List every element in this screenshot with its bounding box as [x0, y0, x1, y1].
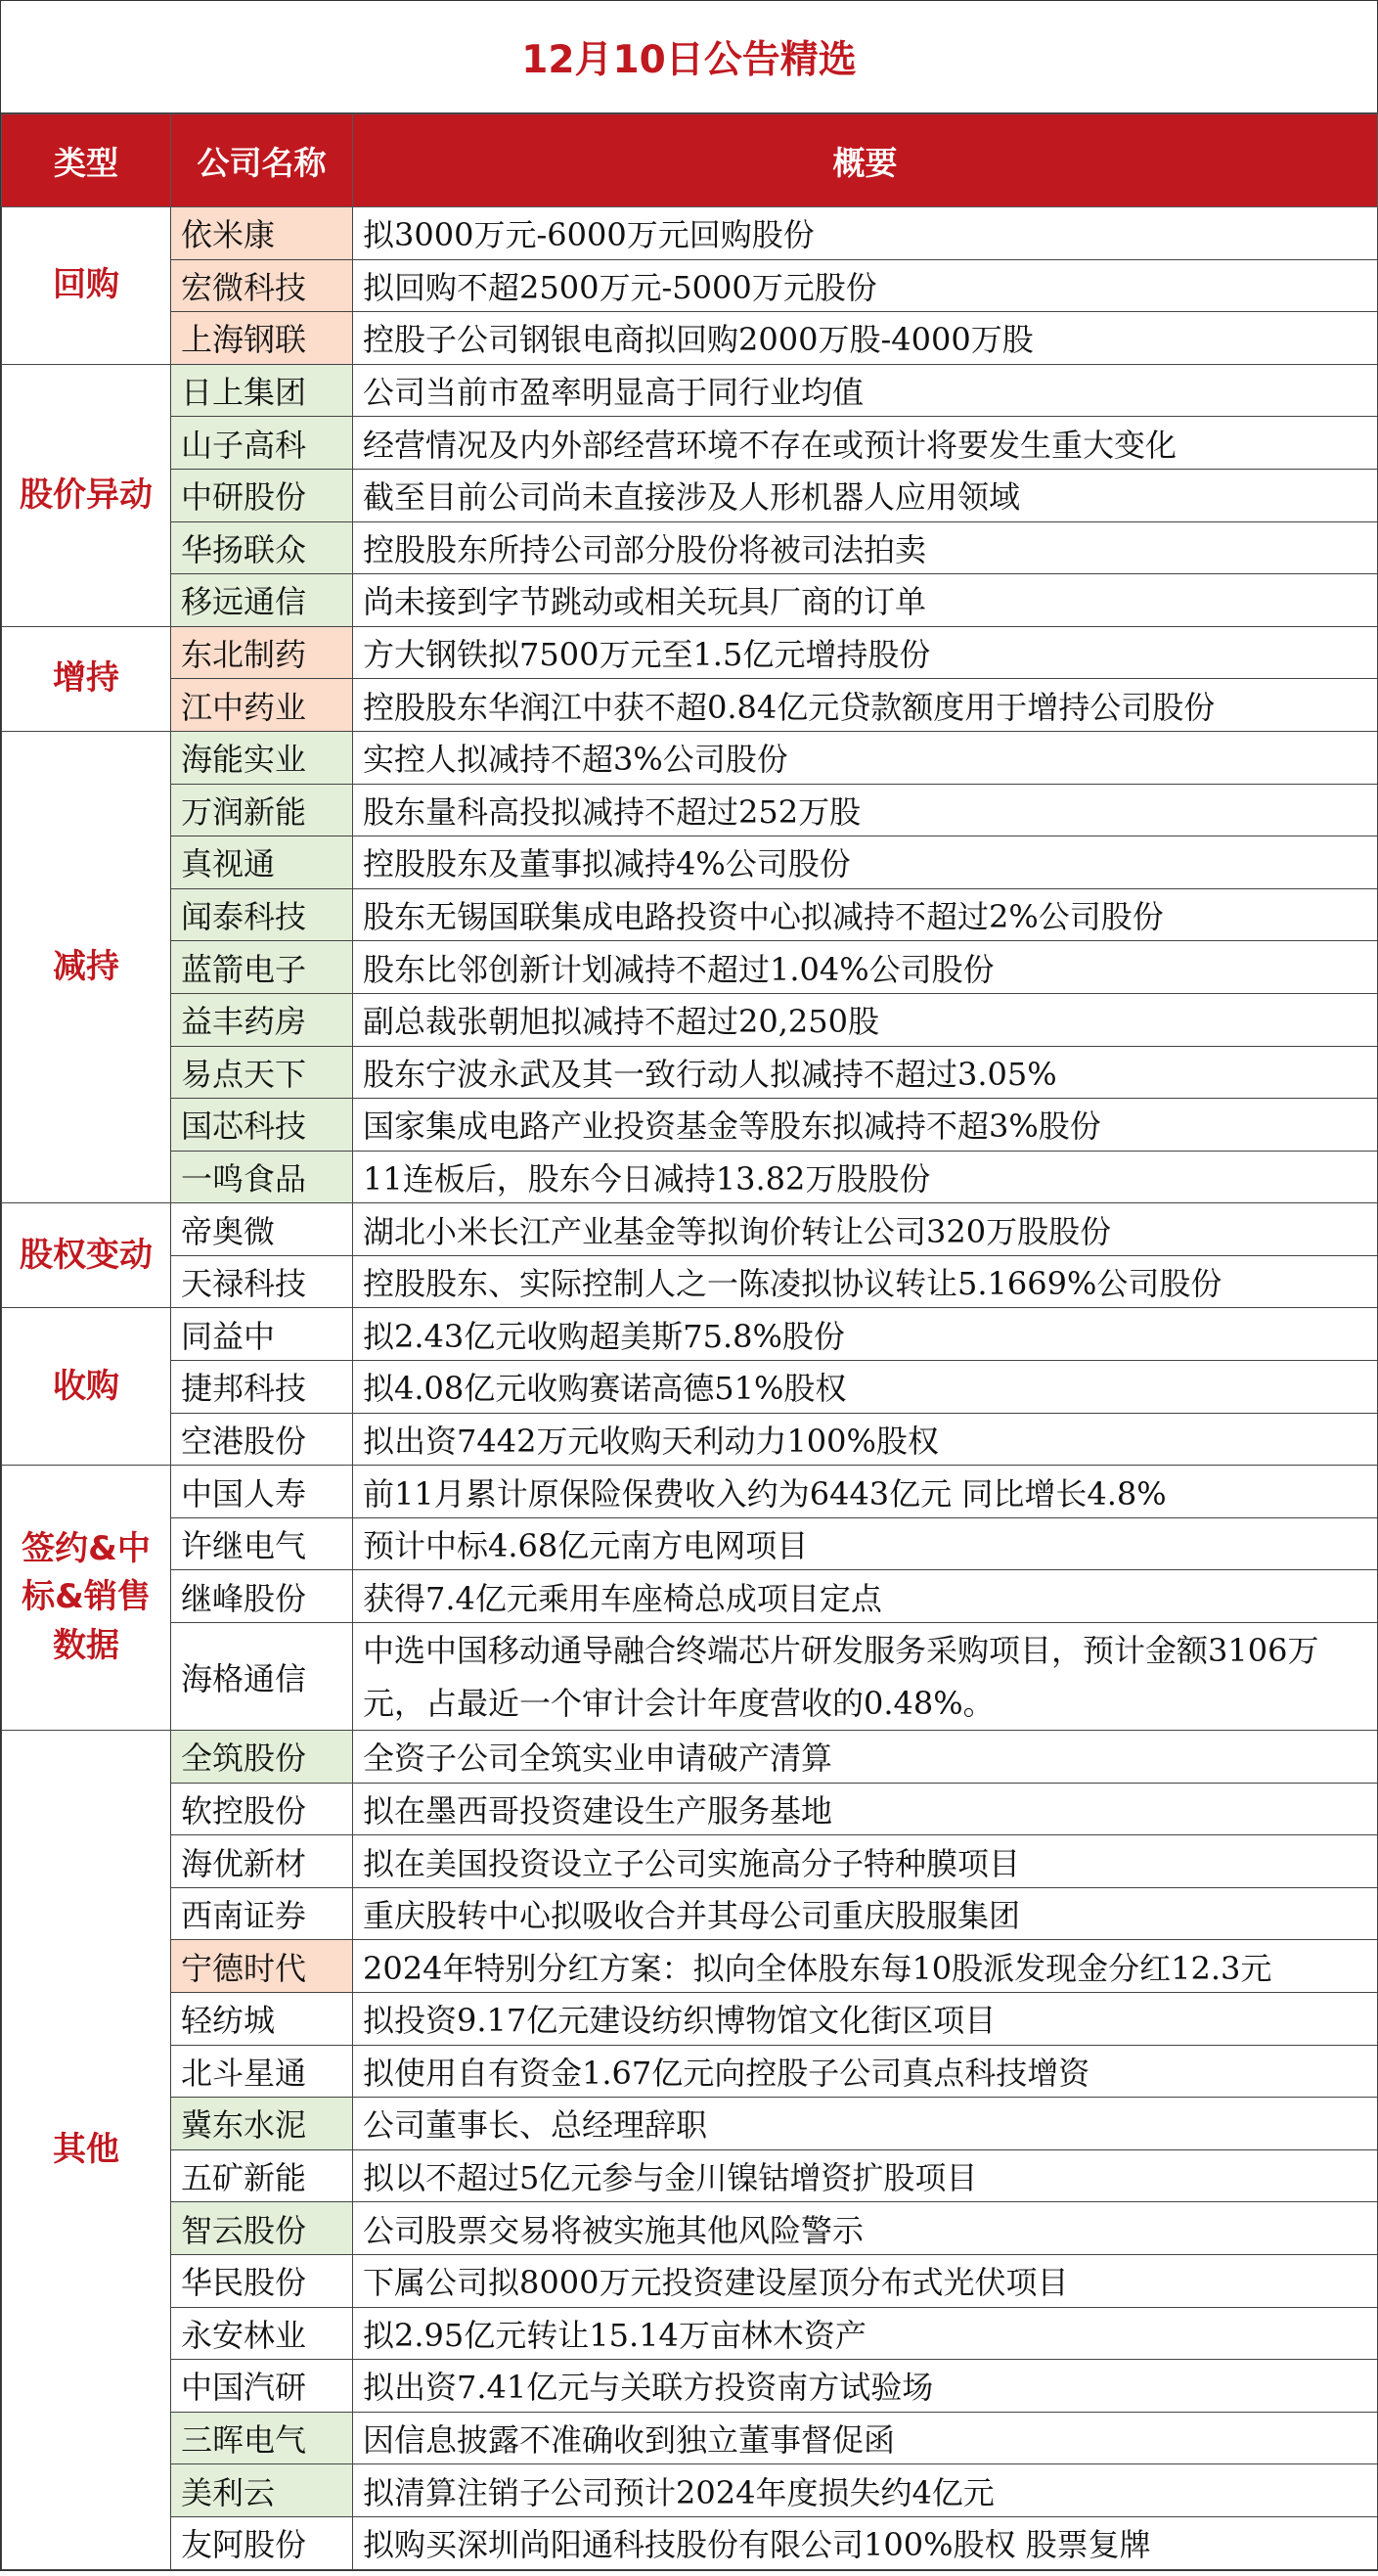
table-body [2, 207, 1378, 2570]
summary-cell: 控股股东华润江中获不超0.84亿元贷款额度用于增持公司股份 [353, 679, 1378, 732]
company-name-cell: 国芯科技 [171, 1099, 353, 1152]
summary-cell: 重庆股转中心拟吸收合并其母公司重庆股服集团 [353, 1887, 1378, 1940]
table-row [2, 574, 1378, 627]
summary-cell: 拟在墨西哥投资建设生产服务基地 [353, 1783, 1378, 1835]
summary-cell: 拟3000万元-6000万元回购股份 [353, 207, 1378, 260]
section-type-cell: 签约&中标&销售数据 [2, 1466, 171, 1731]
table-row [2, 1731, 1378, 1784]
table-row [2, 1413, 1378, 1466]
table-row [2, 2202, 1378, 2255]
table-row [2, 417, 1378, 470]
header-row [2, 114, 1378, 207]
company-name-cell: 移远通信 [171, 574, 353, 627]
section-type-cell: 其他 [2, 1731, 171, 2570]
section-type-cell: 收购 [2, 1308, 171, 1466]
section-type-cell: 增持 [2, 626, 171, 731]
table-row [2, 836, 1378, 889]
summary-cell: 实控人拟减持不超3%公司股份 [353, 731, 1378, 784]
company-name-cell: 日上集团 [171, 364, 353, 417]
summary-cell: 因信息披露不准确收到独立董事督促函 [353, 2412, 1378, 2464]
summary-cell: 拟回购不超2500万元-5000万元股份 [353, 259, 1378, 312]
company-name-cell: 美利云 [171, 2464, 353, 2517]
summary-cell: 拟购买深圳尚阳通科技股份有限公司100%股权 股票复牌 [353, 2516, 1378, 2569]
title-row [1, 1, 1377, 113]
summary-cell: 公司当前市盈率明显高于同行业均值 [353, 364, 1378, 417]
summary-cell: 股东宁波永武及其一致行动人拟减持不超过3.05% [353, 1046, 1378, 1099]
company-name-cell: 三晖电气 [171, 2412, 353, 2464]
table-row [2, 2149, 1378, 2202]
table-row [2, 1517, 1378, 1570]
summary-cell: 股东无锡国联集成电路投资中心拟减持不超过2%公司股份 [353, 888, 1378, 941]
table-row [2, 626, 1378, 679]
table-row [2, 1835, 1378, 1888]
summary-cell: 控股股东所持公司部分股份将被司法拍卖 [353, 521, 1378, 574]
company-name-cell: 华民股份 [171, 2254, 353, 2307]
summary-cell: 2024年特别分红方案：拟向全体股东每10股派发现金分红12.3元 [353, 1940, 1378, 1993]
company-name-cell: 捷邦科技 [171, 1361, 353, 1414]
summary-cell: 拟投资9.17亿元建设纺织博物馆文化街区项目 [353, 1993, 1378, 2046]
summary-cell: 公司股票交易将被实施其他风险警示 [353, 2202, 1378, 2255]
page-title: 12月10日公告精选 [521, 38, 857, 82]
company-name-cell: 智云股份 [171, 2202, 353, 2255]
company-name-cell: 依米康 [171, 207, 353, 260]
company-name-cell: 万润新能 [171, 784, 353, 836]
table-row [2, 207, 1378, 260]
company-name-cell: 宏微科技 [171, 259, 353, 312]
company-name-cell: 江中药业 [171, 679, 353, 732]
table-row [2, 1570, 1378, 1623]
section-type-cell: 减持 [2, 731, 171, 1202]
company-name-cell: 空港股份 [171, 1413, 353, 1466]
company-name-cell: 海能实业 [171, 731, 353, 784]
section-type-cell: 股价异动 [2, 364, 171, 626]
summary-cell: 11连板后，股东今日减持13.82万股股份 [353, 1151, 1378, 1203]
table-row [2, 259, 1378, 312]
summary-cell: 股东比邻创新计划减持不超过1.04%公司股份 [353, 941, 1378, 994]
company-name-cell: 华扬联众 [171, 521, 353, 574]
table-row [2, 1623, 1378, 1731]
header-type: 类型 [2, 114, 171, 207]
company-name-cell: 海格通信 [171, 1623, 353, 1731]
summary-cell: 湖北小米长江产业基金等拟询价转让公司320万股股份 [353, 1203, 1378, 1256]
company-name-cell: 蓝箭电子 [171, 941, 353, 994]
table-row [2, 1151, 1378, 1203]
summary-cell: 国家集成电路产业投资基金等股东拟减持不超3%股份 [353, 1099, 1378, 1152]
company-name-cell: 帝奥微 [171, 1203, 353, 1256]
company-name-cell: 益丰药房 [171, 993, 353, 1046]
company-name-cell: 海优新材 [171, 1835, 353, 1888]
company-name-cell: 上海钢联 [171, 312, 353, 365]
summary-cell: 全资子公司全筑实业申请破产清算 [353, 1731, 1378, 1784]
summary-cell: 副总裁张朝旭拟减持不超过20,250股 [353, 993, 1378, 1046]
summary-cell: 方大钢铁拟7500万元至1.5亿元增持股份 [353, 626, 1378, 679]
company-name-cell: 天禄科技 [171, 1255, 353, 1308]
section-type-cell: 回购 [2, 207, 171, 365]
section-type-cell: 股权变动 [2, 1203, 171, 1308]
table-row [2, 2307, 1378, 2360]
summary-cell: 控股子公司钢银电商拟回购2000万股-4000万股 [353, 312, 1378, 365]
table-row [2, 2412, 1378, 2464]
summary-cell: 拟在美国投资设立子公司实施高分子特种膜项目 [353, 1835, 1378, 1888]
table-row [2, 888, 1378, 941]
company-name-cell: 永安林业 [171, 2307, 353, 2360]
company-name-cell: 许继电气 [171, 1517, 353, 1570]
header-company: 公司名称 [171, 114, 353, 207]
summary-cell: 前11月累计原保险保费收入约为6443亿元 同比增长4.8% [353, 1466, 1378, 1518]
announcement-table [1, 113, 1378, 2570]
summary-cell: 公司董事长、总经理辞职 [353, 2098, 1378, 2150]
company-name-cell: 东北制药 [171, 626, 353, 679]
company-name-cell: 轻纺城 [171, 1993, 353, 2046]
header-summary: 概要 [353, 114, 1378, 207]
table-row [2, 1046, 1378, 1099]
summary-cell: 中选中国移动通导融合终端芯片研发服务采购项目，预计金额3106万元，占最近一个审计会计年度营收的0.48%。 [353, 1623, 1378, 1731]
company-name-cell: 北斗星通 [171, 2045, 353, 2098]
company-name-cell: 冀东水泥 [171, 2098, 353, 2150]
table-row [2, 521, 1378, 574]
table-row [2, 1099, 1378, 1152]
summary-cell: 经营情况及内外部经营环境不存在或预计将要发生重大变化 [353, 417, 1378, 470]
company-name-cell: 五矿新能 [171, 2149, 353, 2202]
company-name-cell: 山子高科 [171, 417, 353, 470]
summary-cell: 拟出资7442万元收购天利动力100%股权 [353, 1413, 1378, 1466]
company-name-cell: 中国人寿 [171, 1466, 353, 1518]
table-row [2, 469, 1378, 521]
table-row [2, 2098, 1378, 2150]
summary-cell: 获得7.4亿元乘用车座椅总成项目定点 [353, 1570, 1378, 1623]
table-row [2, 1993, 1378, 2046]
summary-cell: 拟出资7.41亿元与关联方投资南方试验场 [353, 2360, 1378, 2413]
company-name-cell: 友阿股份 [171, 2516, 353, 2569]
table-row [2, 2254, 1378, 2307]
table-row [2, 1361, 1378, 1414]
company-name-cell: 易点天下 [171, 1046, 353, 1099]
table-row [2, 784, 1378, 836]
table-row [2, 2045, 1378, 2098]
table-row [2, 2464, 1378, 2517]
table-row [2, 2516, 1378, 2569]
company-name-cell: 继峰股份 [171, 1570, 353, 1623]
company-name-cell: 西南证券 [171, 1887, 353, 1940]
summary-cell: 拟4.08亿元收购赛诺高德51%股权 [353, 1361, 1378, 1414]
company-name-cell: 闻泰科技 [171, 888, 353, 941]
table-row [2, 1887, 1378, 1940]
table-row [2, 679, 1378, 732]
company-name-cell: 宁德时代 [171, 1940, 353, 1993]
table-row [2, 1940, 1378, 1993]
company-name-cell: 同益中 [171, 1308, 353, 1361]
summary-cell: 控股股东、实际控制人之一陈凌拟协议转让5.1669%公司股份 [353, 1255, 1378, 1308]
table-row [2, 941, 1378, 994]
table-row [2, 1203, 1378, 1256]
summary-cell: 拟2.95亿元转让15.14万亩林木资产 [353, 2307, 1378, 2360]
summary-cell: 股东量科高投拟减持不超过252万股 [353, 784, 1378, 836]
company-name-cell: 全筑股份 [171, 1731, 353, 1784]
table-row [2, 1255, 1378, 1308]
summary-cell: 拟清算注销子公司预计2024年度损失约4亿元 [353, 2464, 1378, 2517]
table-row [2, 1308, 1378, 1361]
summary-cell: 尚未接到字节跳动或相关玩具厂商的订单 [353, 574, 1378, 627]
table-row [2, 312, 1378, 365]
summary-cell: 拟2.43亿元收购超美斯75.8%股份 [353, 1308, 1378, 1361]
summary-cell: 拟使用自有资金1.67亿元向控股子公司真点科技增资 [353, 2045, 1378, 2098]
summary-cell: 控股股东及董事拟减持4%公司股份 [353, 836, 1378, 889]
company-name-cell: 中研股份 [171, 469, 353, 521]
company-name-cell: 真视通 [171, 836, 353, 889]
table-row [2, 993, 1378, 1046]
summary-cell: 截至目前公司尚未直接涉及人形机器人应用领域 [353, 469, 1378, 521]
company-name-cell: 一鸣食品 [171, 1151, 353, 1203]
table-row [2, 1783, 1378, 1835]
company-name-cell: 中国汽研 [171, 2360, 353, 2413]
table-row [2, 364, 1378, 417]
company-name-cell: 软控股份 [171, 1783, 353, 1835]
summary-cell: 预计中标4.68亿元南方电网项目 [353, 1517, 1378, 1570]
table-row [2, 731, 1378, 784]
summary-cell: 拟以不超过5亿元参与金川镍钴增资扩股项目 [353, 2149, 1378, 2202]
summary-cell: 下属公司拟8000万元投资建设屋顶分布式光伏项目 [353, 2254, 1378, 2307]
table-row [2, 1466, 1378, 1518]
table-row [2, 2360, 1378, 2413]
